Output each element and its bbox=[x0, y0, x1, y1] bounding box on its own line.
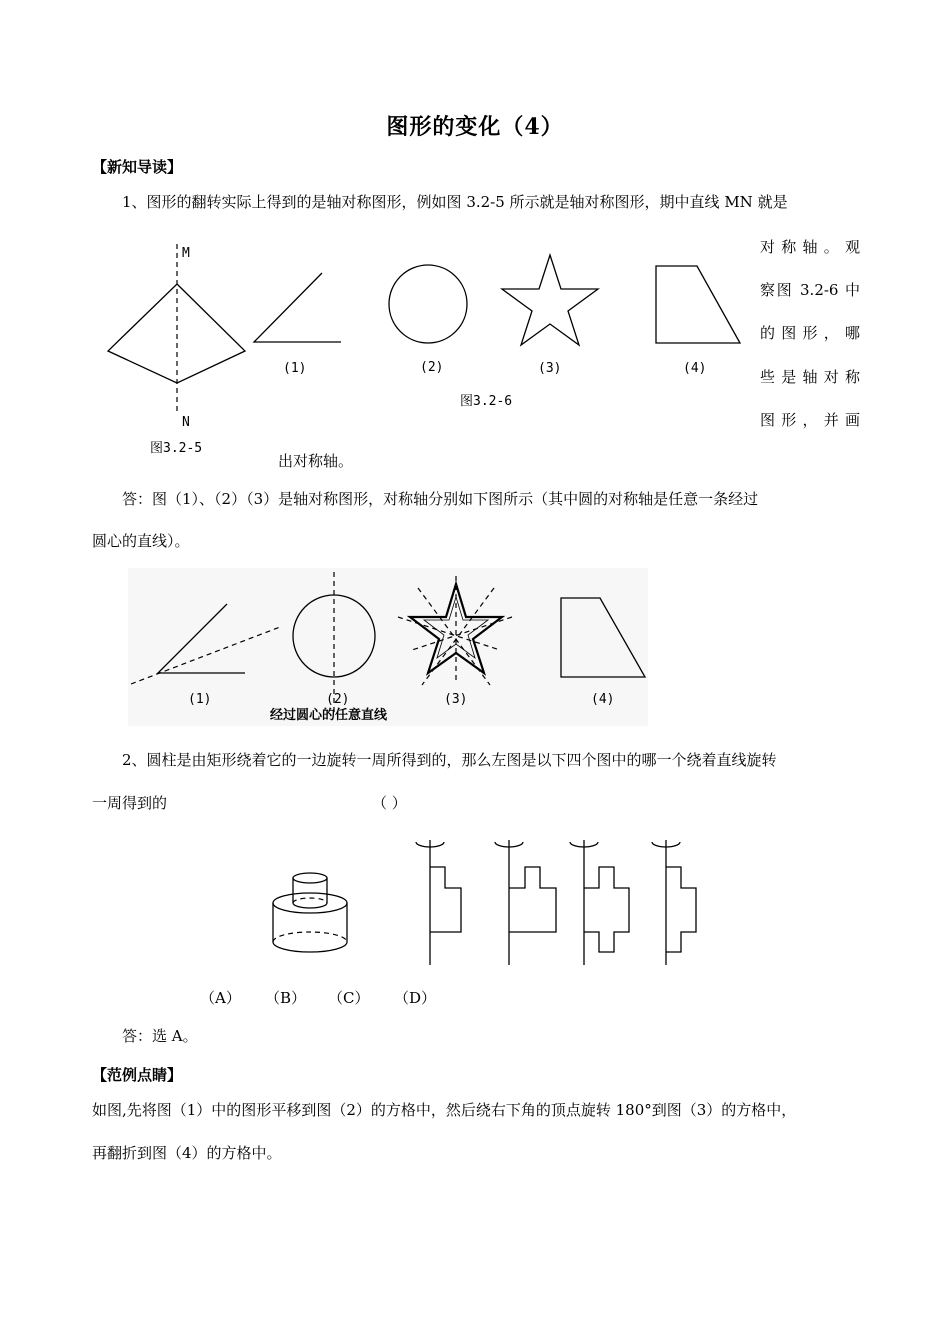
fig-label-2: (2) bbox=[420, 360, 444, 375]
question-1-side-line-5: 图形，并画 bbox=[760, 411, 860, 429]
question-1-side-line-2: 察图 3.2-6 中 bbox=[760, 281, 860, 299]
question-1-text: 1、图形的翻转实际上得到的是轴对称图形，例如图 3.2-5 所示就是轴对称图形，期中直线 MN 就是 bbox=[122, 193, 788, 211]
option-c-figure bbox=[570, 840, 629, 965]
page-title: 图形的变化（4） bbox=[386, 114, 564, 140]
question-2-line-1: 2、圆柱是由矩形绕着它的一边旋转一周所得到的，那么左图是以下四个图中的哪一个绕着直线旋转 bbox=[122, 751, 777, 769]
caption-fig-3-2-5: 图3.2-5 bbox=[150, 441, 203, 456]
fig-label-3: (3) bbox=[538, 361, 562, 376]
option-c-label: （C） bbox=[328, 989, 370, 1007]
composite-cylinder bbox=[273, 873, 347, 952]
option-a-label: （A） bbox=[200, 989, 241, 1007]
question-1-side-line-1: 对称轴。观 bbox=[760, 238, 860, 256]
answer-label-1: (1) bbox=[188, 692, 212, 707]
question-2-answer-blank: （ ） bbox=[372, 794, 407, 812]
answer-1-line-1: 答：图（1）、（2）（3）是轴对称图形，对称轴分别如下图所示（其中圆的对称轴是任意一条经过 bbox=[122, 490, 759, 508]
option-a-figure bbox=[416, 840, 461, 965]
question-1-tail: 出对称轴。 bbox=[278, 452, 354, 470]
caption-fig-3-2-6: 图3.2-6 bbox=[460, 394, 513, 409]
example-line-2: 再翻折到图（4）的方格中。 bbox=[92, 1144, 282, 1162]
answer-label-4: (4) bbox=[591, 692, 615, 707]
question-1-side-line-4: 些是轴对称 bbox=[760, 368, 860, 386]
fig-label-1: (1) bbox=[283, 361, 307, 376]
option-d-label: （D） bbox=[394, 989, 437, 1007]
fig-label-4: (4) bbox=[683, 361, 707, 376]
option-b-figure bbox=[495, 840, 556, 965]
question-2-line-2: 一周得到的 bbox=[92, 794, 168, 812]
answer-label-3: (3) bbox=[444, 692, 468, 707]
label-m: M bbox=[182, 246, 190, 261]
question-1-side-line-3: 的图形，哪 bbox=[760, 324, 860, 342]
section-heading-examples: 【范例点睛】 bbox=[92, 1066, 183, 1084]
option-d-figure bbox=[652, 840, 696, 965]
answer-1-line-2: 圆心的直线）。 bbox=[92, 532, 190, 550]
option-b-label: （B） bbox=[265, 989, 307, 1007]
answer-label-2: (2) bbox=[326, 692, 350, 707]
example-line-1: 如图,先将图（1）中的图形平移到图（2）的方格中，然后绕右下角的顶点旋转 180°到图（3）的方格中， bbox=[92, 1101, 797, 1119]
section-heading-new-knowledge: 【新知导读】 bbox=[92, 158, 183, 176]
answer-2-text: 答：选 A。 bbox=[122, 1027, 198, 1045]
label-n: N bbox=[182, 415, 190, 430]
answer-figure-note: 经过圆心的任意直线 bbox=[270, 708, 388, 723]
